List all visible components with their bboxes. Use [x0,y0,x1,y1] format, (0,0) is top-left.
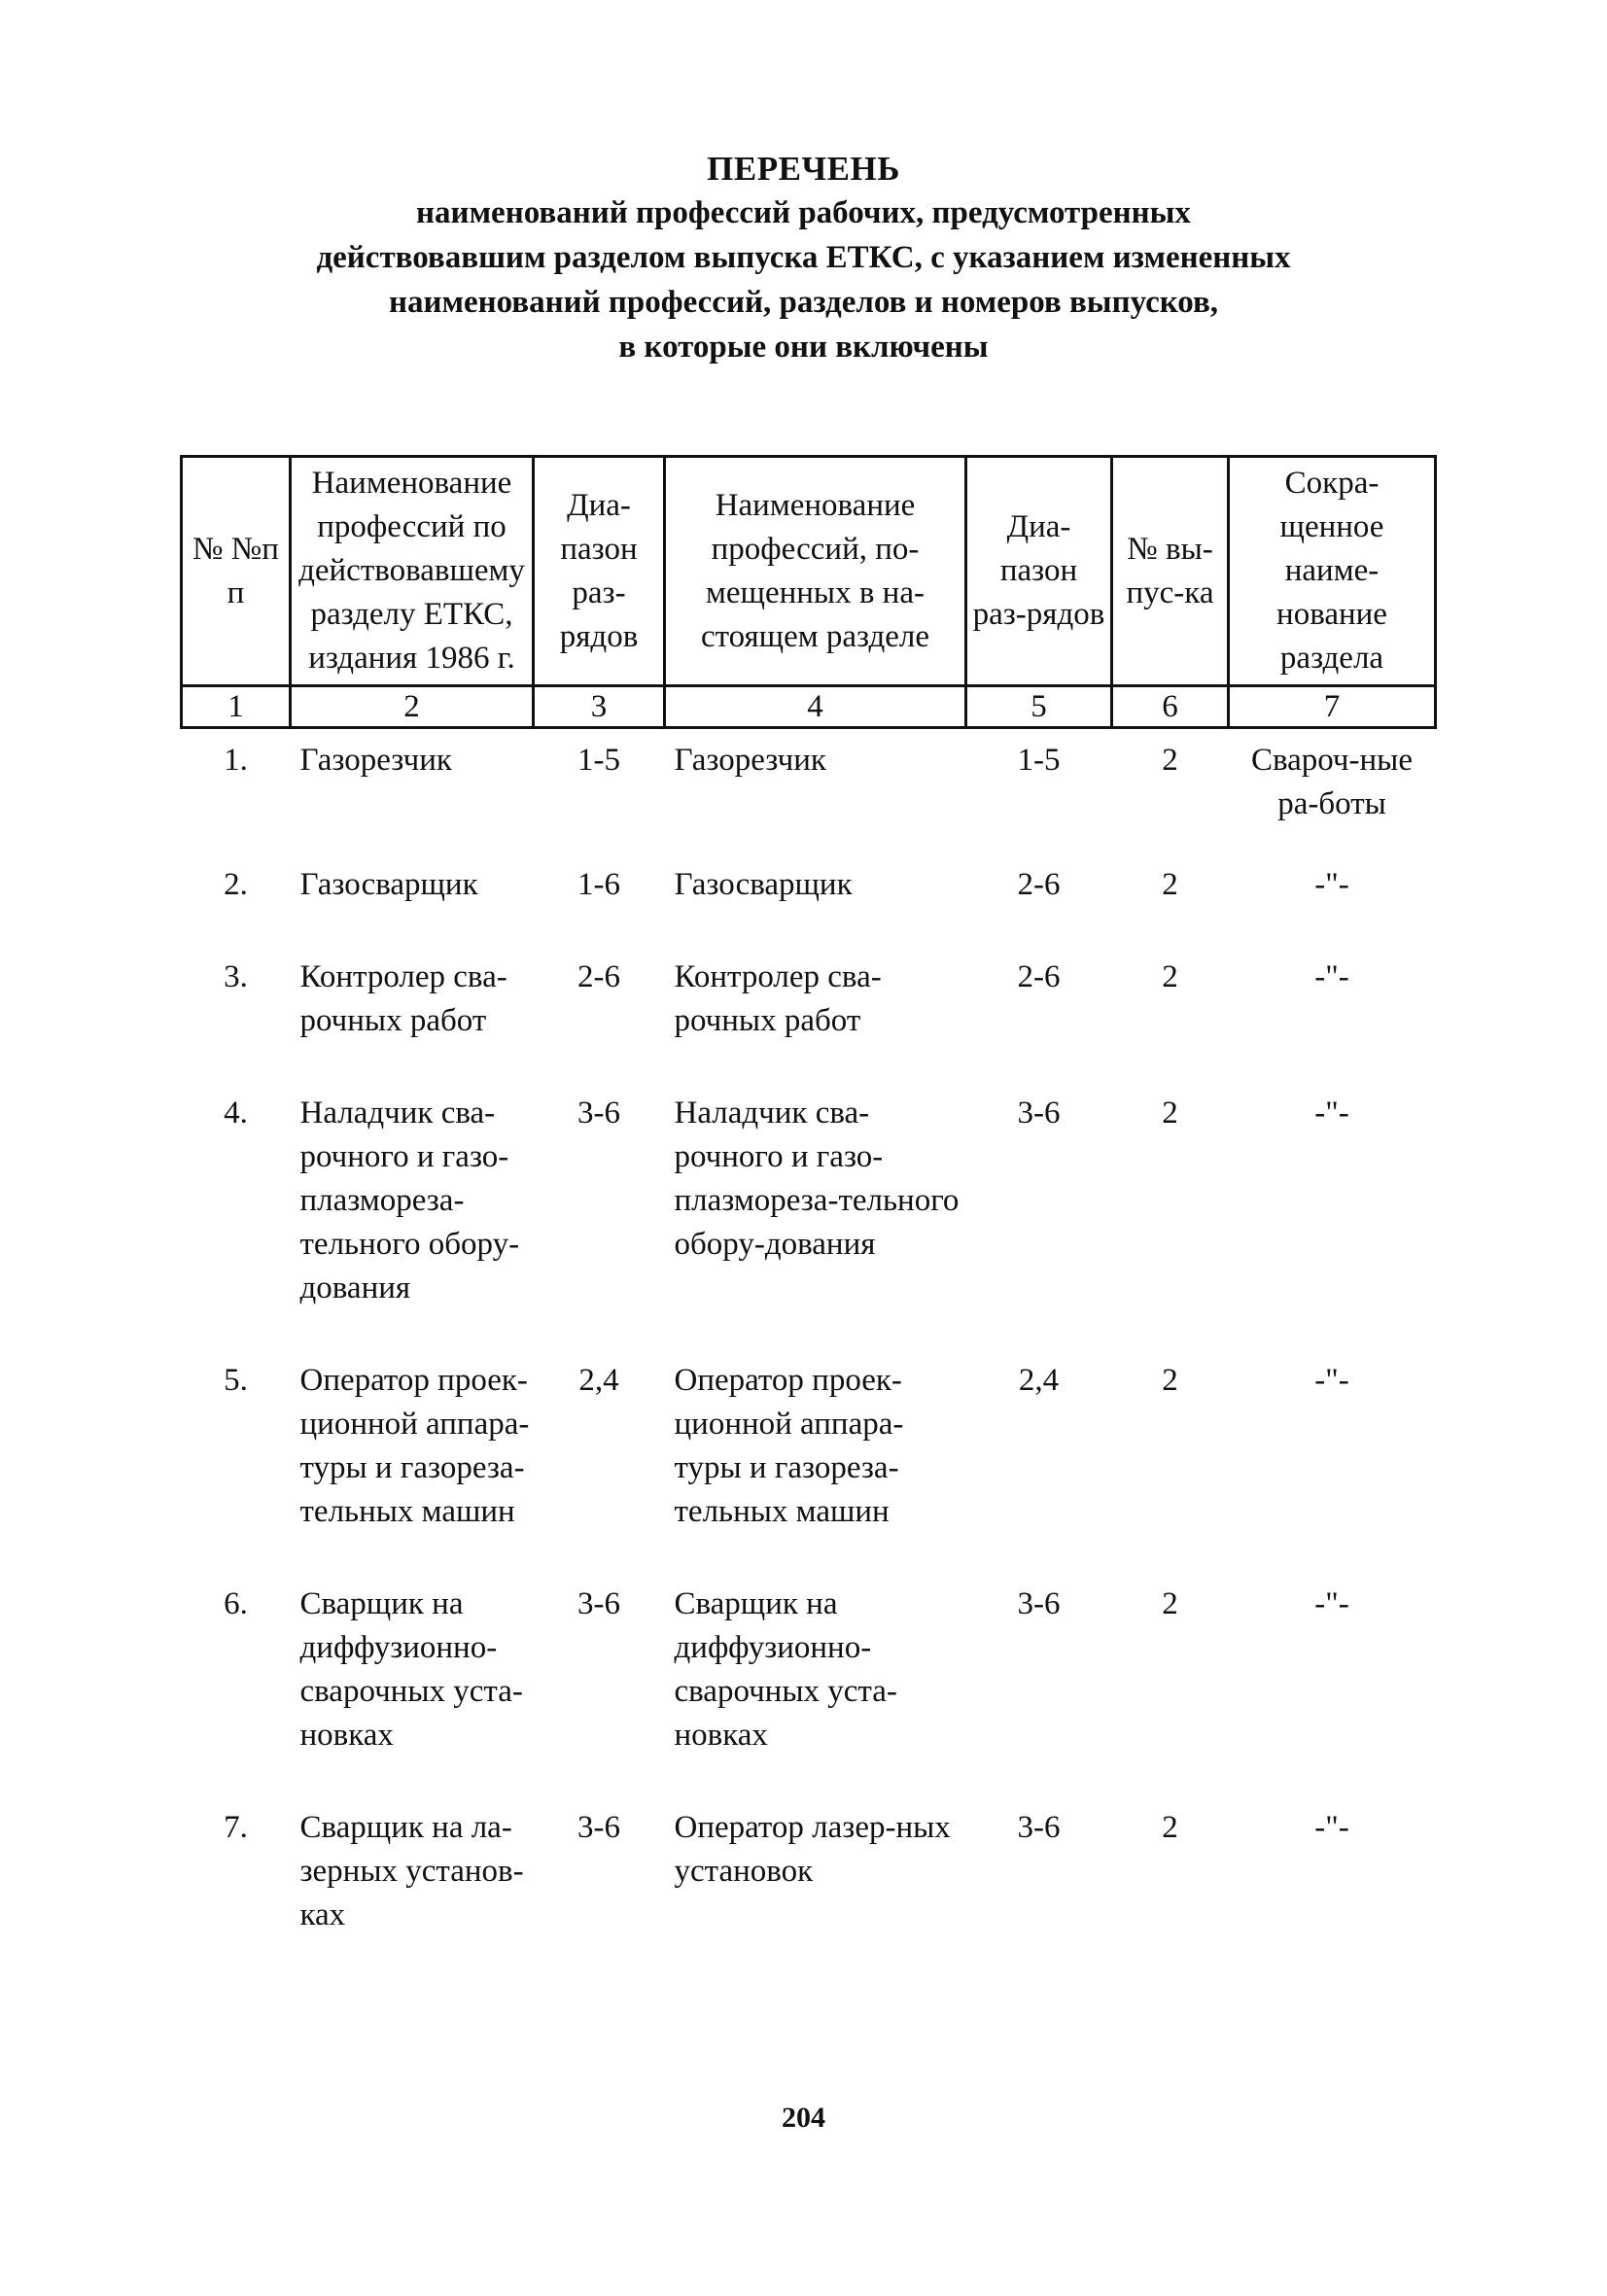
header-issue: № вы-пус-ка [1112,457,1229,686]
row-new-name: Газорезчик [674,743,826,778]
row-num: 4. [224,1096,248,1131]
row-issue: 2 [1162,1586,1178,1621]
table-row [182,1798,1436,1978]
col-number: 4 [665,686,966,728]
row-old-name: Наладчик сва-рочного и газо-плазмореза-тельного обору-дования [299,1096,520,1305]
row-new-range: 2-6 [1017,959,1061,994]
row-old-range: 3-6 [577,1810,620,1845]
page-number: 204 [782,2102,825,2134]
row-new-range: 1-5 [1017,743,1061,778]
header-old-range: Диа-пазон раз-рядов [534,457,665,686]
row-section: -"- [1314,867,1349,902]
row-old-name: Контролер сва-рочных работ [299,959,507,1038]
row-section: -"- [1314,959,1349,994]
header-section: Сокра-щенное наиме-нование раздела [1229,457,1436,686]
document-title [0,148,1607,369]
row-section: -"- [1314,1363,1349,1398]
row-issue: 2 [1162,1096,1178,1131]
row-old-range: 3-6 [577,1586,620,1621]
row-new-range: 3-6 [1017,1096,1061,1131]
row-num: 2. [224,867,248,902]
row-section: -"- [1314,1586,1349,1621]
row-old-range: 1-6 [577,867,620,902]
row-issue: 2 [1162,959,1178,994]
row-new-name: Сварщик на диффузионно-сварочных уста-новках [674,1586,897,1753]
row-old-range: 2,4 [578,1363,619,1398]
professions-table [180,455,1434,1978]
title-line-3: наименований профессий, разделов и номеров выпусков, [388,285,1219,320]
row-new-range: 2,4 [1018,1363,1060,1398]
table-row [182,1575,1436,1798]
header-new-name: Наименование профессий, по-мещенных в на-стоящем разделе [665,457,966,686]
col-number: 2 [291,686,534,728]
row-issue: 2 [1162,1810,1178,1845]
row-num: 7. [224,1810,248,1845]
row-section: Свароч-ные ра-боты [1250,743,1413,821]
col-number: 7 [1229,686,1436,728]
row-old-name: Газосварщик [299,867,478,902]
table-row [182,1084,1436,1351]
row-old-name: Газорезчик [299,743,452,778]
row-old-range: 1-5 [577,743,620,778]
row-new-name: Оператор проек-ционной аппара-туры и газореза-тельных машин [674,1363,904,1529]
row-new-name: Газосварщик [674,867,853,902]
col-number: 3 [534,686,665,728]
table-row [182,948,1436,1084]
title-line-2: действовавшим разделом выпуска ЕТКС, с указанием измененных [316,240,1291,275]
row-old-name: Сварщик на ла-зерных установ-ках [299,1810,524,1932]
col-number: 1 [182,686,291,728]
table-row [182,855,1436,948]
row-old-name: Оператор проек-ционной аппара-туры и газореза-тельных машин [299,1363,530,1529]
row-issue: 2 [1162,743,1178,778]
row-issue: 2 [1162,867,1178,902]
row-section: -"- [1314,1096,1349,1131]
row-new-range: 2-6 [1017,867,1061,902]
row-old-name: Сварщик на диффузионно-сварочных уста-новках [299,1586,523,1753]
row-num: 3. [224,959,248,994]
row-old-range: 2-6 [577,959,620,994]
row-num: 6. [224,1586,248,1621]
title-line-4: в которые они включены [618,330,989,365]
table-row [182,1351,1436,1575]
row-new-name: Оператор лазер-ных установок [674,1810,951,1889]
row-old-range: 3-6 [577,1096,620,1131]
row-num: 5. [224,1363,248,1398]
table-row [182,728,1436,856]
row-new-name: Наладчик сва-рочного и газо-плазмореза-тельного обору-дования [674,1096,960,1262]
row-new-range: 3-6 [1017,1810,1061,1845]
row-section: -"- [1314,1810,1349,1845]
row-issue: 2 [1162,1363,1178,1398]
header-old-name: Наименование профессий по действовавшему разделу ЕТКС, издания 1986 г. [291,457,534,686]
row-new-range: 3-6 [1017,1586,1061,1621]
title-main: ПЕРЕЧЕНЬ [707,150,900,188]
header-new-range: Диа-пазон раз-рядов [966,457,1112,686]
title-line-1: наименований профессий рабочих, предусмотренных [416,195,1191,230]
col-number: 5 [966,686,1112,728]
row-num: 1. [224,743,248,778]
row-new-name: Контролер сва-рочных работ [674,959,882,1038]
col-number: 6 [1112,686,1229,728]
header-num: № №п п [182,457,291,686]
